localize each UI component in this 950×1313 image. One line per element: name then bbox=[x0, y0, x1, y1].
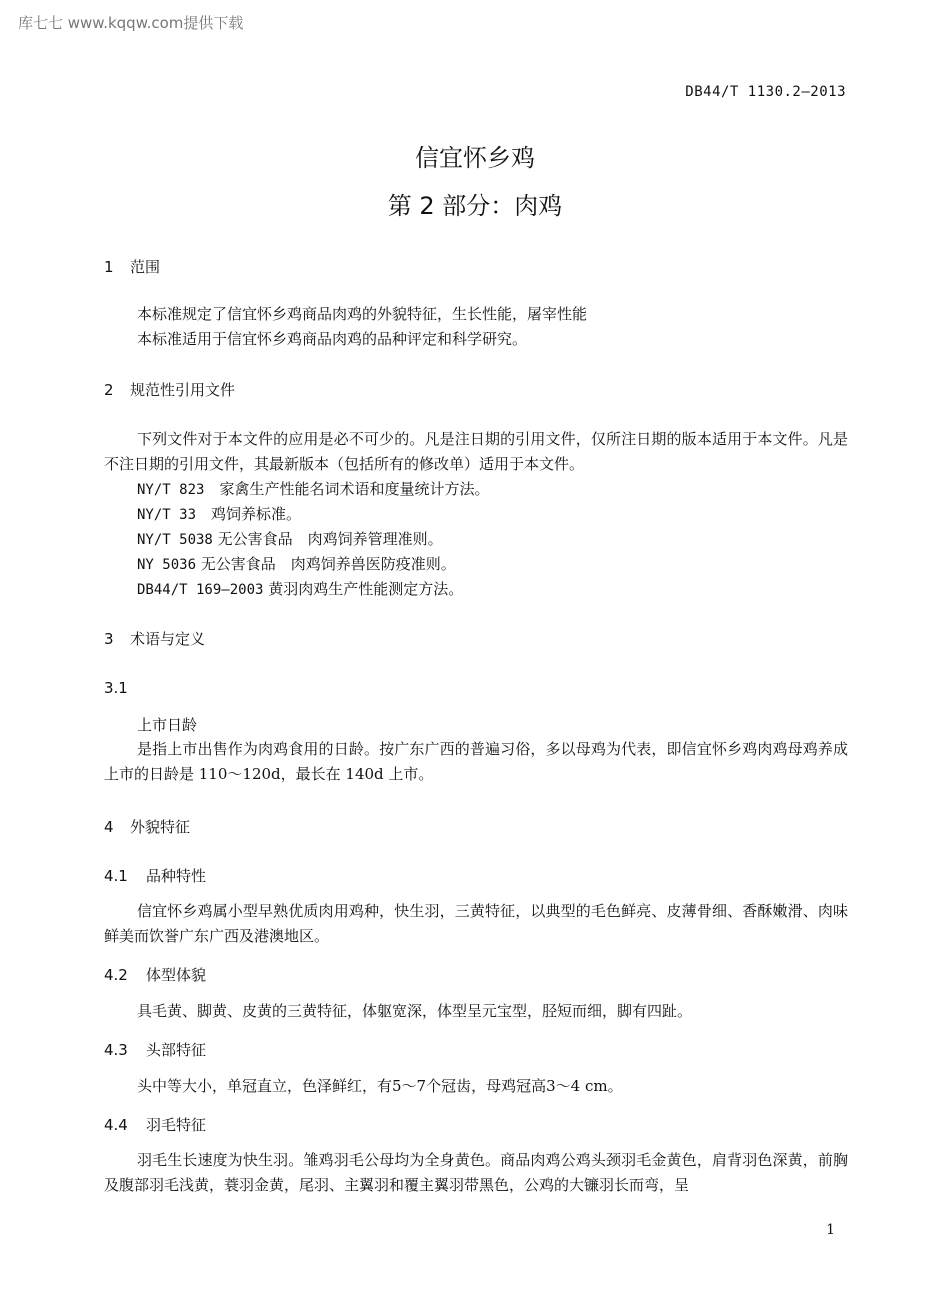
subsection-heading-4-2 bbox=[104, 964, 206, 985]
reference-title: 无公害食品 肉鸡饲养管理准则。 bbox=[217, 530, 443, 548]
reference-item bbox=[137, 478, 489, 499]
page-subtitle: 第 2 部分：肉鸡 bbox=[387, 192, 563, 220]
reference-title: 鸡饲养标准。 bbox=[211, 505, 302, 523]
section-title: 术语与定义 bbox=[130, 630, 206, 648]
reference-title: 黄羽肉鸡生产性能测定方法。 bbox=[268, 580, 464, 598]
section-heading-3 bbox=[104, 628, 205, 649]
reference-item bbox=[137, 578, 463, 599]
section-title: 范围 bbox=[130, 258, 161, 276]
subsection-number: 4.3 bbox=[104, 1041, 128, 1059]
paragraph: 信宜怀乡鸡属小型早熟优质肉用鸡种，快生羽，三黄特征，以典型的毛色鲜亮、皮薄骨细、香酥嫩滑、肉味鲜美而饮誉广东广西及港澳地区。 bbox=[104, 902, 848, 945]
subsection-title: 头部特征 bbox=[146, 1041, 207, 1059]
section-number: 2 bbox=[104, 381, 114, 399]
reference-title: 家禽生产性能名词术语和度量统计方法。 bbox=[219, 480, 490, 498]
section-heading-2 bbox=[104, 379, 235, 400]
definition: 是指上市出售作为肉鸡食用的日龄。按广东广西的普遍习俗，多以母鸡为代表，即信宜怀乡鸡肉鸡母鸡养成上市的日龄是 110～120d，最长在 140d 上市。 bbox=[104, 740, 848, 783]
paragraph: 本标准适用于信宜怀乡鸡商品肉鸡的品种评定和科学研究。 bbox=[137, 330, 528, 348]
subsection-number: 4.1 bbox=[104, 867, 128, 885]
section-heading-4 bbox=[104, 816, 190, 837]
paragraph: 具毛黄、脚黄、皮黄的三黄特征，体躯宽深，体型呈元宝型，胫短而细，脚有四趾。 bbox=[137, 1002, 693, 1020]
subsection-title: 品种特性 bbox=[146, 867, 207, 885]
term: 上市日龄 bbox=[137, 716, 198, 734]
reference-code: NY/T 823 bbox=[137, 482, 205, 498]
section-title: 外貌特征 bbox=[130, 818, 191, 836]
subsection-heading-4-1 bbox=[104, 865, 206, 886]
reference-item bbox=[137, 553, 456, 574]
reference-code: NY/T 33 bbox=[137, 507, 197, 523]
section-number: 4 bbox=[104, 818, 114, 836]
reference-code: NY 5036 bbox=[137, 557, 197, 573]
document-number: DB44/T 1130.2—2013 bbox=[685, 84, 846, 100]
page-number: 1 bbox=[826, 1222, 835, 1238]
subsection-number: 4.2 bbox=[104, 966, 128, 984]
watermark: 库七七 www.kqqw.com提供下载 bbox=[18, 14, 244, 32]
paragraph: 羽毛生长速度为快生羽。雏鸡羽毛公母均为全身黄色。商品肉鸡公鸡头颈羽毛金黄色，肩背羽色深黄，前胸及腹部羽毛浅黄，蓑羽金黄，尾羽、主翼羽和覆主翼羽带黑色，公鸡的大镰羽长而弯，呈 bbox=[104, 1151, 848, 1194]
reference-item bbox=[137, 503, 301, 524]
paragraph: 下列文件对于本文件的应用是必不可少的。凡是注日期的引用文件，仅所注日期的版本适用于本文件。凡是不注日期的引用文件，其最新版本（包括所有的修改单）适用于本文件。 bbox=[104, 430, 848, 473]
reference-code: NY/T 5038 bbox=[137, 532, 213, 548]
subsection-title: 羽毛特征 bbox=[146, 1116, 207, 1134]
subsection-number: 3.1 bbox=[104, 679, 128, 697]
reference-title: 无公害食品 肉鸡饲养兽医防疫准则。 bbox=[200, 555, 456, 573]
page-title: 信宜怀乡鸡 bbox=[415, 144, 535, 172]
section-number: 3 bbox=[104, 630, 114, 648]
section-title: 规范性引用文件 bbox=[130, 381, 236, 399]
paragraph: 本标准规定了信宜怀乡鸡商品肉鸡的外貌特征，生长性能，屠宰性能 bbox=[137, 305, 588, 323]
subsection-number: 4.4 bbox=[104, 1116, 128, 1134]
section-heading-1 bbox=[104, 256, 160, 277]
subsection-heading-4-3 bbox=[104, 1039, 206, 1060]
paragraph: 头中等大小，单冠直立，色泽鲜红，有5～7个冠齿，母鸡冠高3～4 cm。 bbox=[137, 1077, 623, 1095]
section-number: 1 bbox=[104, 258, 114, 276]
reference-code: DB44/T 169—2003 bbox=[137, 582, 264, 598]
subsection-title: 体型体貌 bbox=[146, 966, 207, 984]
reference-item bbox=[137, 528, 443, 549]
subsection-heading-4-4 bbox=[104, 1114, 206, 1135]
